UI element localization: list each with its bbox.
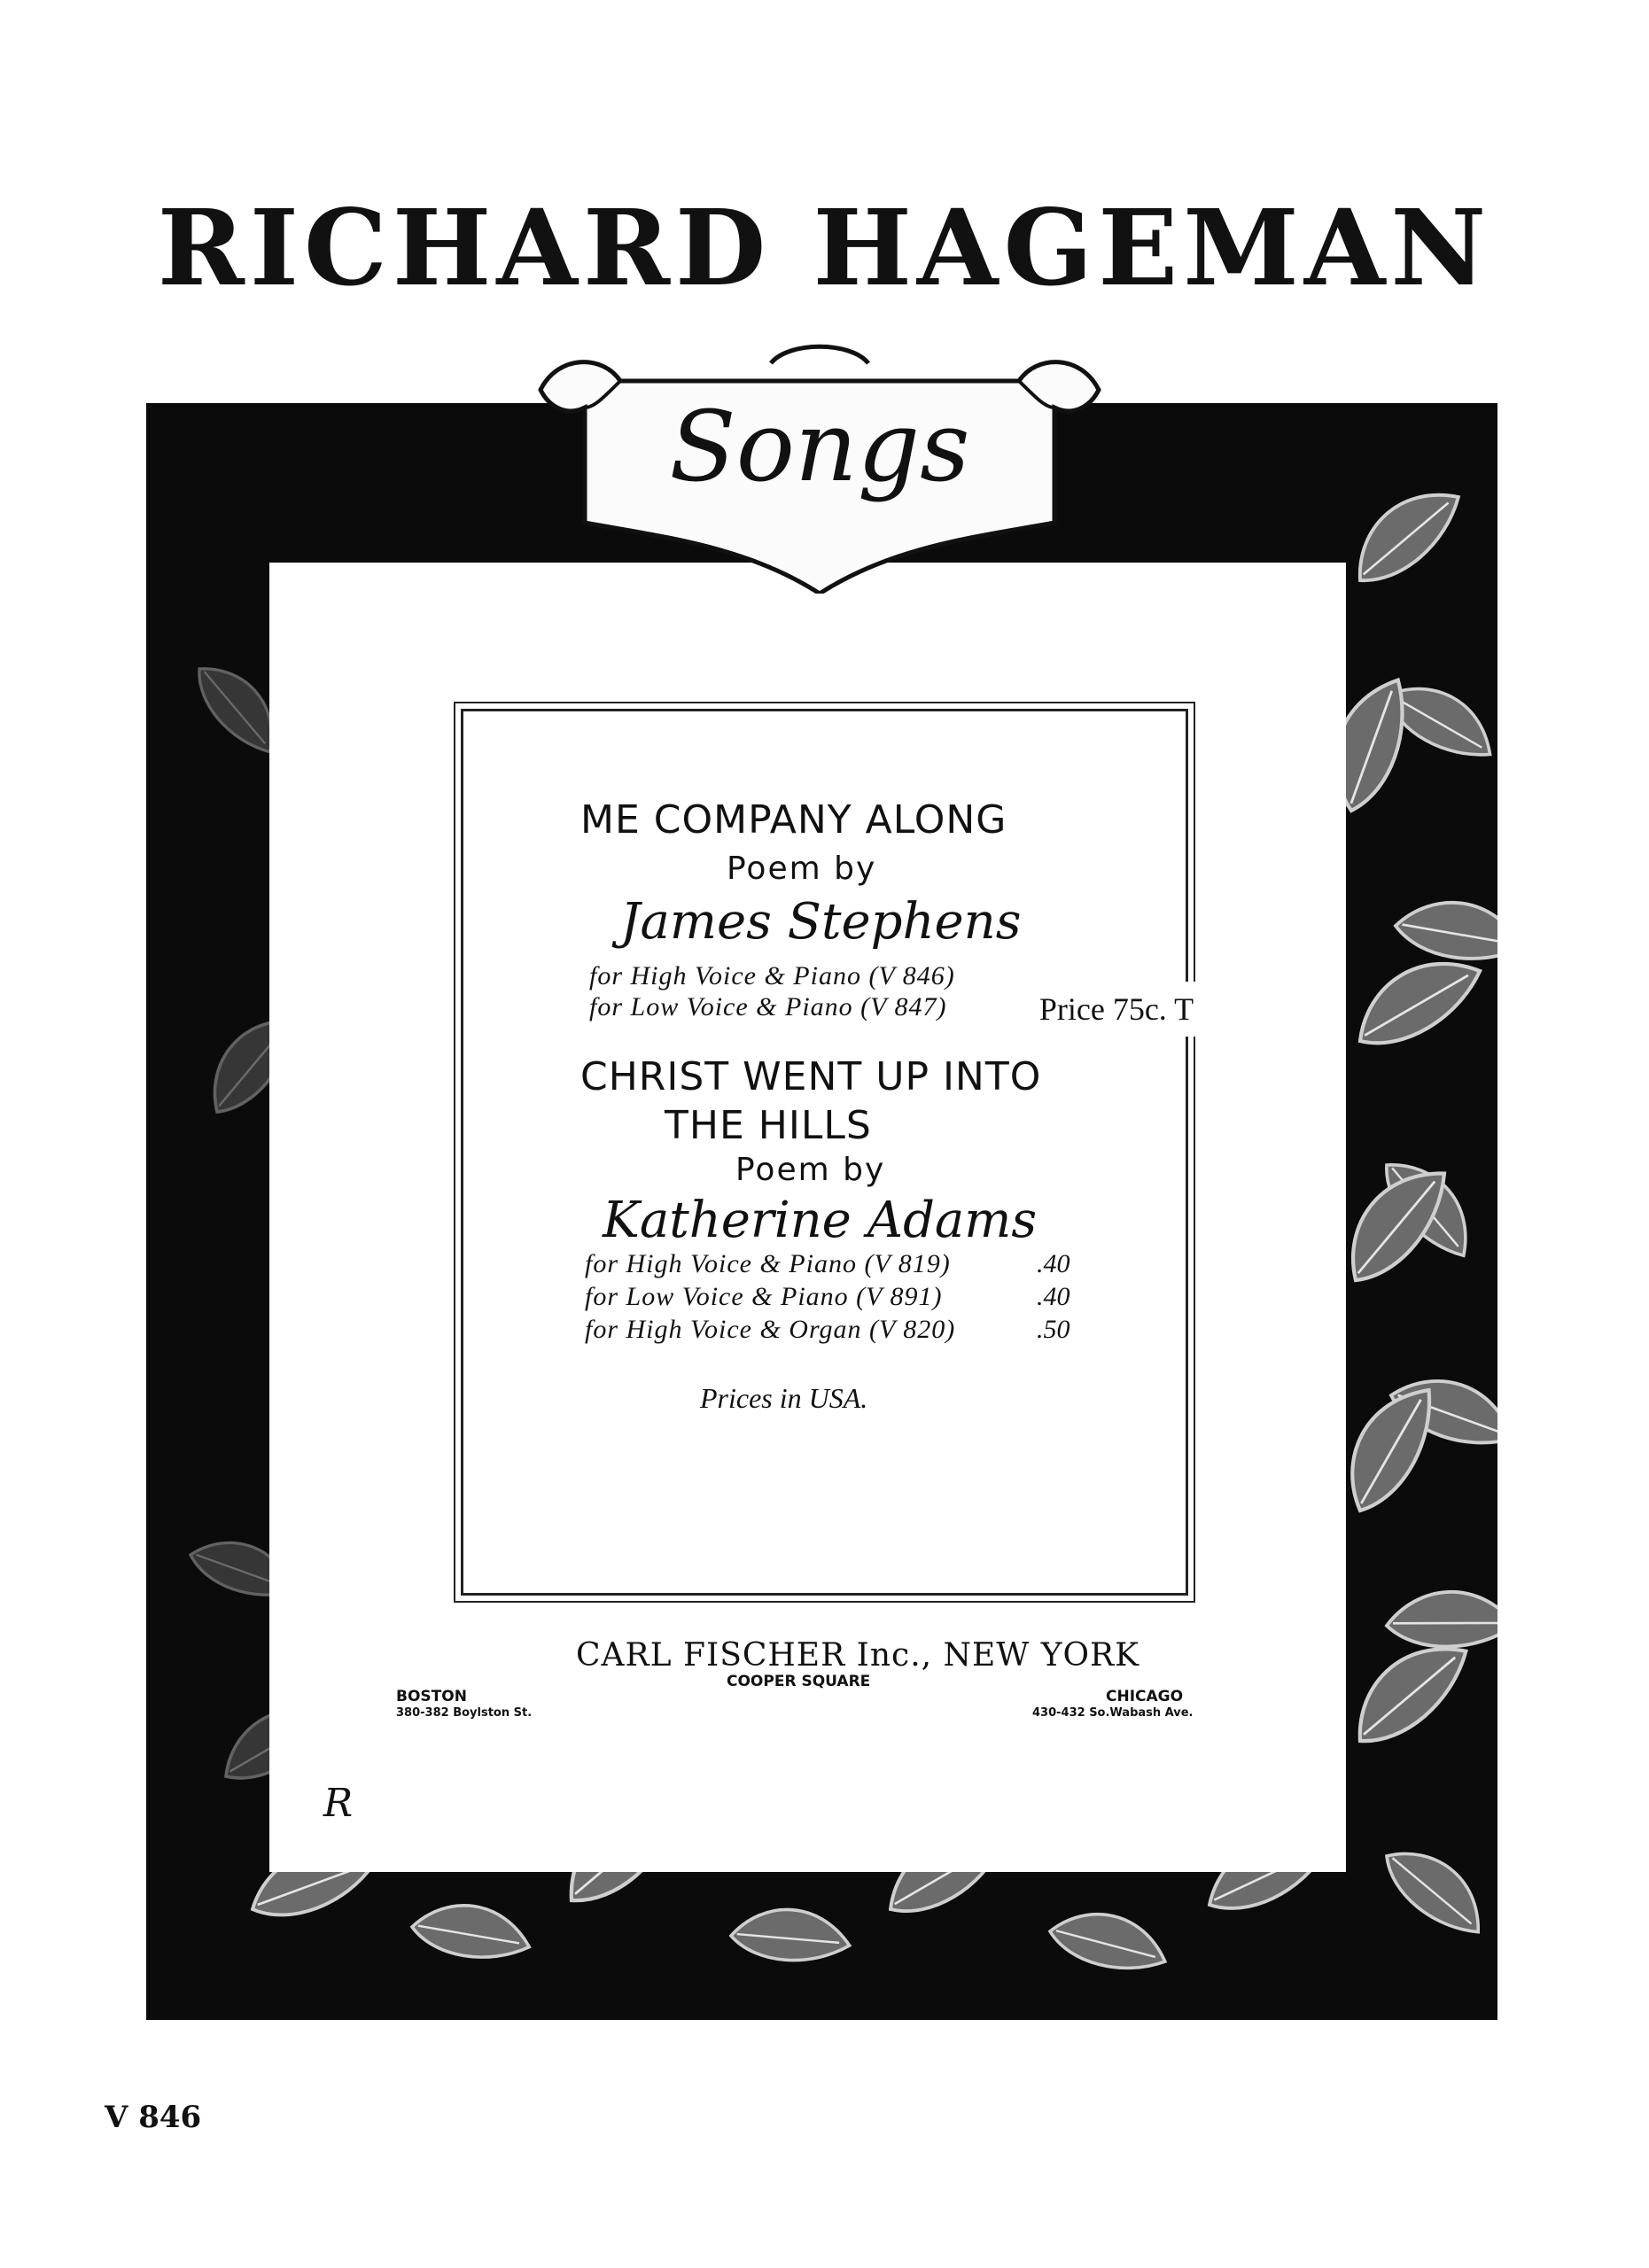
song1-edition-high: for High Voice & Piano (V 846): [589, 961, 955, 990]
song1-edition-low: for Low Voice & Piano (V 847): [589, 992, 947, 1021]
song2-price-low-piano: .40: [1037, 1282, 1070, 1311]
song2-title-line1: CHRIST WENT UP INTO: [580, 1054, 1042, 1099]
songs-banner-text: Songs: [669, 390, 970, 503]
price-tag-sticker: Price 75c. T: [1028, 982, 1205, 1037]
artist-monogram: R: [323, 1781, 354, 1826]
song1-poem-by: Poem by: [727, 850, 877, 887]
chicago-city: CHICAGO: [1106, 1688, 1184, 1705]
publisher-name: CARL FISCHER Inc., NEW YORK: [576, 1637, 1140, 1674]
song2-price-high-organ: .50: [1037, 1315, 1070, 1344]
song2-price-high-piano: .40: [1037, 1249, 1070, 1278]
song2-edition-high-piano: for High Voice & Piano (V 819): [585, 1249, 951, 1278]
song2-poem-by: Poem by: [735, 1152, 886, 1188]
boston-city: BOSTON: [396, 1688, 467, 1705]
prices-note: Prices in USA.: [700, 1382, 868, 1414]
song2-title-line2: THE HILLS: [665, 1103, 872, 1148]
publisher-address: COOPER SQUARE: [727, 1673, 871, 1690]
song2-edition-high-organ: for High Voice & Organ (V 820): [585, 1315, 956, 1344]
composer-name: RICHARD HAGEMAN: [157, 186, 1492, 309]
song1-poet: James Stephens: [620, 893, 1022, 951]
chicago-address: 430-432 So.Wabash Ave.: [1032, 1706, 1194, 1720]
catalog-number: V 846: [105, 2100, 202, 2135]
song2-poet: Katherine Adams: [603, 1192, 1038, 1249]
boston-address: 380-382 Boylston St.: [396, 1706, 533, 1720]
song2-edition-low-piano: for Low Voice & Piano (V 891): [585, 1282, 943, 1311]
song1-title: ME COMPANY ALONG: [580, 797, 1007, 843]
